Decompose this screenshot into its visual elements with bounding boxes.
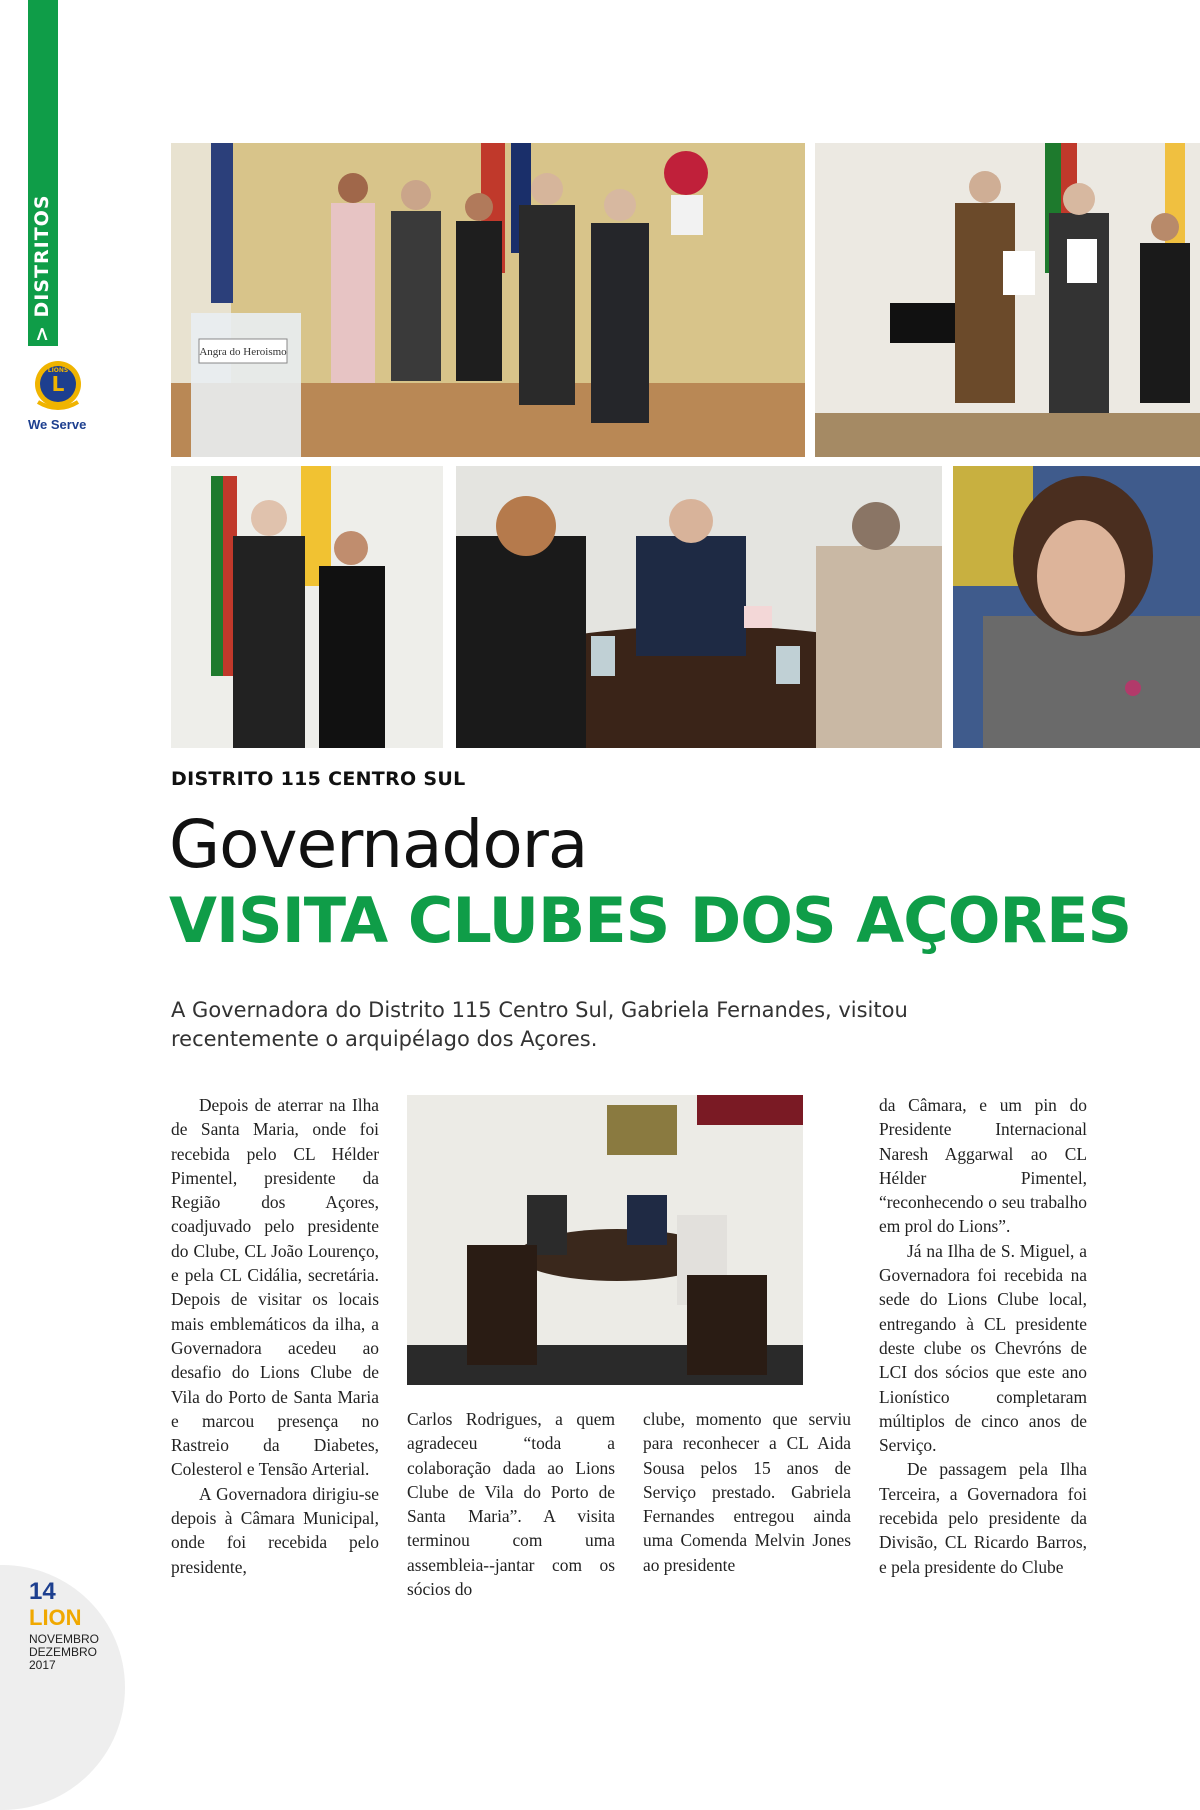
svg-text:LIONS: LIONS	[47, 367, 69, 374]
section-label: > DISTRITOS	[31, 194, 53, 342]
issue-month-2: DEZEMBRO	[29, 1645, 98, 1659]
article-column-3	[643, 1407, 851, 1577]
paragraph: clube, momento que serviu para reconhecer a CL Aida Sousa pelos 15 anos de Serviço prestado. Gabriela Fernandes entregou ainda uma Comenda Melvin Jones ao presidente	[643, 1409, 851, 1575]
folio-background	[0, 1565, 125, 1810]
tagline: We Serve	[28, 417, 87, 432]
photo-couple	[171, 466, 443, 748]
photo-certificates	[815, 143, 1200, 457]
issue-month-1: NOVEMBRO	[29, 1632, 100, 1646]
photo-group-angra	[171, 143, 805, 457]
article-kicker: DISTRITO 115 CENTRO SUL	[171, 768, 466, 790]
article-column-2	[407, 1407, 615, 1601]
headline-line-1: Governadora	[169, 806, 588, 883]
magazine-name: LION	[29, 1605, 82, 1630]
headline-line-2: VISITA CLUBES DOS AÇORES	[169, 884, 1132, 957]
svg-text:Angra do Heroismo: Angra do Heroismo	[199, 346, 287, 358]
paragraph: Carlos Rodrigues, a quem agradeceu “toda a colaboração dada ao Lions Clube de Vila do Porto de Santa Maria”. A visita terminou com uma assembleia--jantar com os sócios do	[407, 1409, 615, 1600]
svg-text:L: L	[51, 372, 65, 396]
article-lede: A Governadora do Distrito 115 Centro Sul, Gabriela Fernandes, visitou recentemente o arquipélago dos Açores.	[171, 998, 908, 1051]
article-column-1	[171, 1093, 379, 1579]
photo-portrait	[953, 466, 1200, 748]
paragraph: da Câmara, e um pin do Presidente Internacional Naresh Aggarwal ao CL Hélder Pimentel, “reconhecendo o seu trabalho em prol do Lions”.	[879, 1095, 1087, 1237]
paragraph: Já na Ilha de S. Miguel, a Governadora foi recebida na sede do Lions Clube local, entregando à CL presidente deste clube os Chevróns de LCI dos sócios que este ano Lionístico completaram múltiplos de cinco anos de Serviço.	[879, 1240, 1087, 1456]
lions-logo	[26, 358, 90, 418]
issue-year: 2017	[29, 1658, 56, 1672]
paragraph: De passagem pela Ilha Terceira, a Governadora foi recebida pelo presidente da Divisão, CL Ricardo Barros, e pela presidente do Clube	[879, 1459, 1087, 1577]
page-number: 14	[29, 1578, 56, 1605]
paragraph: Depois de aterrar na Ilha de Santa Maria, onde foi recebida pelo CL Hélder Pimentel, presidente da Região dos Açores, coadjuvado pelo presidente do Clube, CL João Lourenço, e pela CL Cidália, secretária. Depois de visitar os locais mais emblemáticos da ilha, a Governadora acedeu ao desafio do Lions Clube de Vila do Porto de Santa Maria e marcou presença no Rastreio da Diabetes, Colesterol e Tensão Arterial.	[171, 1095, 379, 1480]
paragraph: A Governadora dirigiu-se depois à Câmara Municipal, onde foi recebida pelo presidente,	[171, 1483, 379, 1577]
article-column-4	[879, 1093, 1087, 1579]
photo-meeting	[456, 466, 942, 748]
photo-dining-room	[407, 1095, 803, 1385]
